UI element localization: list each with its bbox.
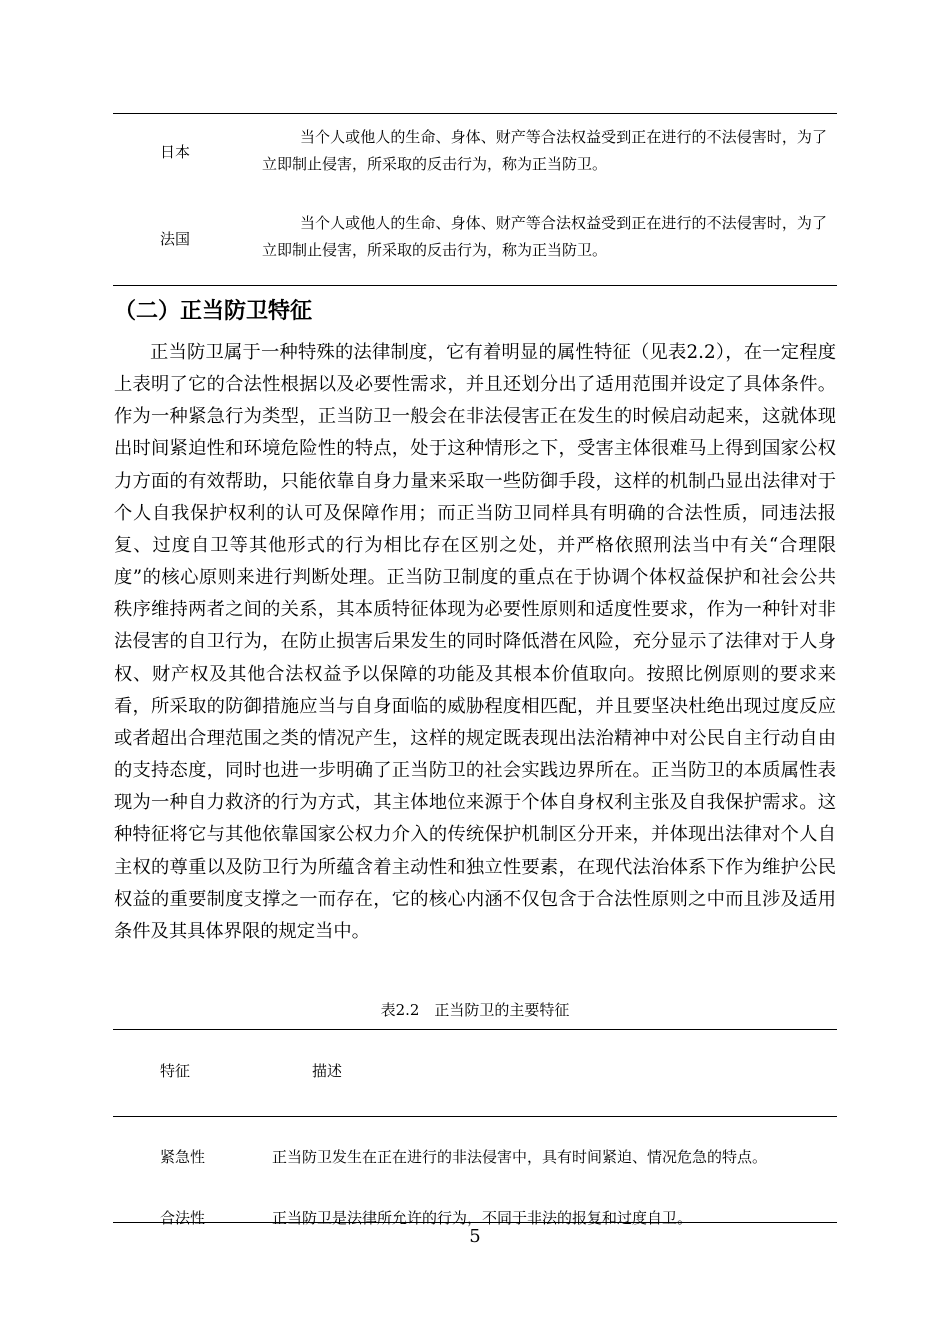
table-top-rule [113, 113, 837, 114]
table-bottom-rule [113, 1222, 837, 1223]
table-bottom-rule [113, 285, 837, 286]
body-paragraph: 正当防卫属于一种特殊的法律制度，它有着明显的属性特征（见表2.2），在一定程度上表明了它的合法性根据以及必要性需求，并且还划分出了适用范围并设定了具体条件。作为一种紧急行为类型，正当防卫一般会在非法侵害正在发生的时候启动起来，这就体现出时间紧迫性和环境危险性的特点，处于这种情形之下，受害主体很难马上得到国家公权力方面的有效帮助，只能依靠自身力量来采取一些防御手段，这样的机制凸显出法律对于个人自我保护权利的认可及保障作用；而正当防卫同样具有明确的合法性质，同违法报复、过度自卫等其他形式的行为相比存在区别之处，并严格依照刑法当中有关“合理限度”的核心原则来进行判断处理。正当防卫制度的重点在于协调个体权益保护和社会公共秩序维持两者之间的关系，其本质特征体现为必要性原则和适度性要求，作为一种针对非法侵害的自卫行为，在防止损害后果发生的同时降低潜在风险，充分显示了法律对于人身权、财产权及其他合法权益予以保障的功能及其根本价值取向。按照比例原则的要求来看，所采取的防御措施应当与自身面临的威胁程度相匹配，并且要坚决杜绝出现过度反应或者超出合理范围之类的情况产生，这样的规定既表现出法治精神中对公民自主行动自由的支持态度，同时也进一步明确了正当防卫的社会实践边界所在。正当防卫的本质属性表现为一种自力救济的行为方式，其主体地位来源于个体自身权利主张及自我保护需求。这种特征将它与其他依靠国家公权力介入的传统保护机制区分开来，并体现出法律对个人自主权的尊重以及防卫行为所蕴含着主动性和独立性要素，在现代法治体系下作为维护公民权益的重要制度支撑之一而存在，它的核心内涵不仅包含于合法性原则之中而且涉及适用条件及其具体界限的规定当中。 [114, 342, 836, 942]
table-cell-description: 正当防卫是法律所允许的行为，不同于非法的报复和过度自卫。 [272, 1209, 693, 1227]
table-header-description: 描述 [312, 1062, 343, 1080]
section-heading: （二）正当防卫特征 [114, 299, 313, 324]
table-cell-description: 当个人或他人的生命、身体、财产等合法权益受到正在进行的不法侵害时，为了立即制止侵害，所采取的反击行为，称为正当防卫。 [262, 214, 827, 259]
table-header-feature: 特征 [160, 1062, 191, 1080]
table-cell-feature: 紧急性 [160, 1148, 206, 1166]
page-number: 5 [469, 1226, 481, 1247]
table-cell-feature: 合法性 [160, 1209, 206, 1227]
table-caption: 表2.2 正当防卫的主要特征 [380, 1001, 570, 1019]
table-cell-country: 日本 [160, 143, 191, 161]
table-top-rule [113, 1029, 837, 1030]
table-cell-description: 当个人或他人的生命、身体、财产等合法权益受到正在进行的不法侵害时，为了立即制止侵害，所采取的反击行为，称为正当防卫。 [262, 128, 827, 173]
table-cell-country: 法国 [160, 230, 191, 248]
table-header-rule [113, 1116, 837, 1117]
table-cell-description: 正当防卫发生在正在进行的非法侵害中，具有时间紧迫、情况危急的特点。 [272, 1148, 768, 1166]
